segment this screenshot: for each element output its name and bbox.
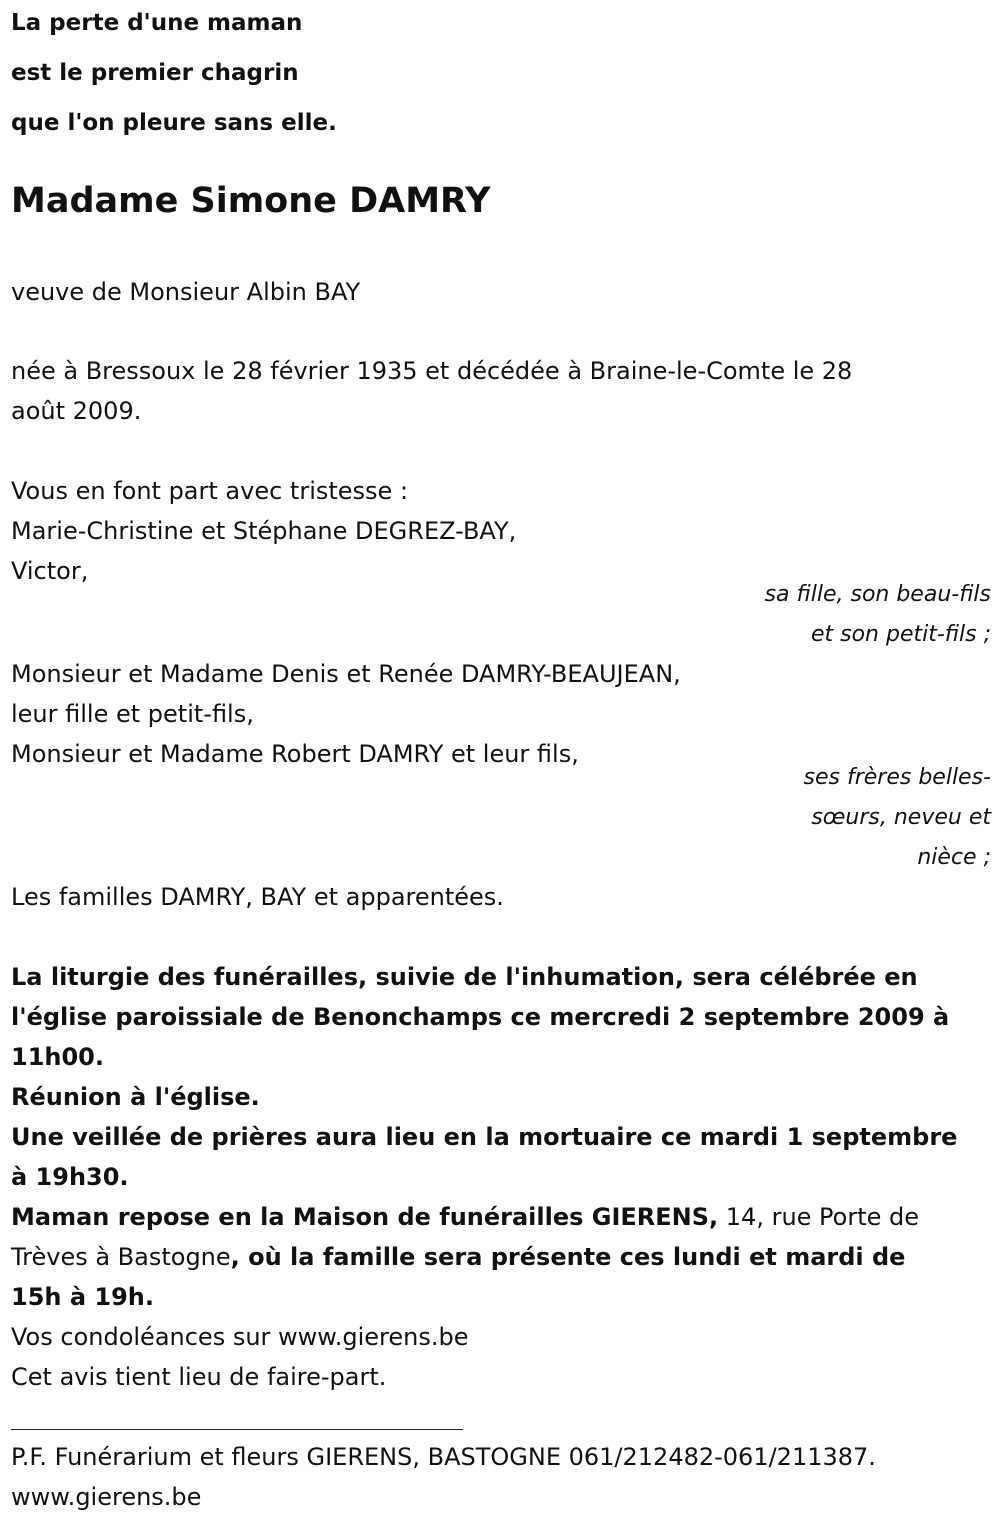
family-role: sœurs, neveu et [811,805,991,830]
liturgy-line-1: La liturgie des funérailles, suivie de l'inhumation, sera célébrée en [11,963,918,991]
family-role: nièce ; [917,845,991,870]
funeral-home-line: P.F. Funérarium et fleurs GIERENS, BASTOGNE 061/212482-061/211387. [11,1443,876,1471]
liturgy-line-3: 11h00. [11,1043,104,1071]
birth-death-line-2: août 2009. [11,397,142,425]
family-role: et son petit-fils ; [810,622,991,647]
widow-of: veuve de Monsieur Albin BAY [11,278,361,306]
rest-line-1 [11,1203,919,1231]
family-intro: Vous en font part avec tristesse : [11,477,409,505]
vigil-line-2: à 19h30. [11,1163,129,1191]
family-line: leur fille et petit-fils, [11,700,254,728]
family-line: Victor, [11,557,89,585]
separator-rule [11,1429,463,1430]
rest-line-2 [11,1243,905,1271]
family-line: Monsieur et Madame Robert DAMRY et leur fils, [11,740,579,768]
family-line: Marie-Christine et Stéphane DEGREZ-BAY, [11,517,517,545]
epitaph-line-2: est le premier chagrin [11,60,299,86]
meeting-line: Réunion à l'église. [11,1083,260,1111]
rest-address-2: Trèves à Bastogne [11,1243,231,1271]
liturgy-line-2: l'église paroissiale de Benonchamps ce mercredi 2 septembre 2009 à [11,1003,950,1031]
rest-bold-2: , où la famille sera présente ces lundi et mardi de [230,1243,906,1271]
rest-bold-1: Maman repose en la Maison de funérailles GIERENS, [11,1203,719,1231]
deceased-name: Madame Simone DAMRY [11,181,491,221]
rest-address-1: 14, rue Porte de [718,1203,920,1231]
epitaph-line-3: que l'on pleure sans elle. [11,110,337,136]
family-role: ses frères belles- [803,765,991,790]
family-line: Monsieur et Madame Denis et Renée DAMRY-BEAUJEAN, [11,660,681,688]
birth-death-line-1: née à Bressoux le 28 février 1935 et décédée à Braine-le-Comte le 28 [11,357,853,385]
rest-line-3: 15h à 19h. [11,1283,154,1311]
notice-line: Cet avis tient lieu de faire-part. [11,1363,387,1391]
families-line: Les familles DAMRY, BAY et apparentées. [11,883,504,911]
family-role: sa fille, son beau-fils [764,582,991,607]
vigil-line-1: Une veillée de prières aura lieu en la mortuaire ce mardi 1 septembre [11,1123,958,1151]
website-line: www.gierens.be [11,1483,202,1511]
condolences-line: Vos condoléances sur www.gierens.be [11,1323,469,1351]
epitaph-line-1: La perte d'une maman [11,10,303,36]
